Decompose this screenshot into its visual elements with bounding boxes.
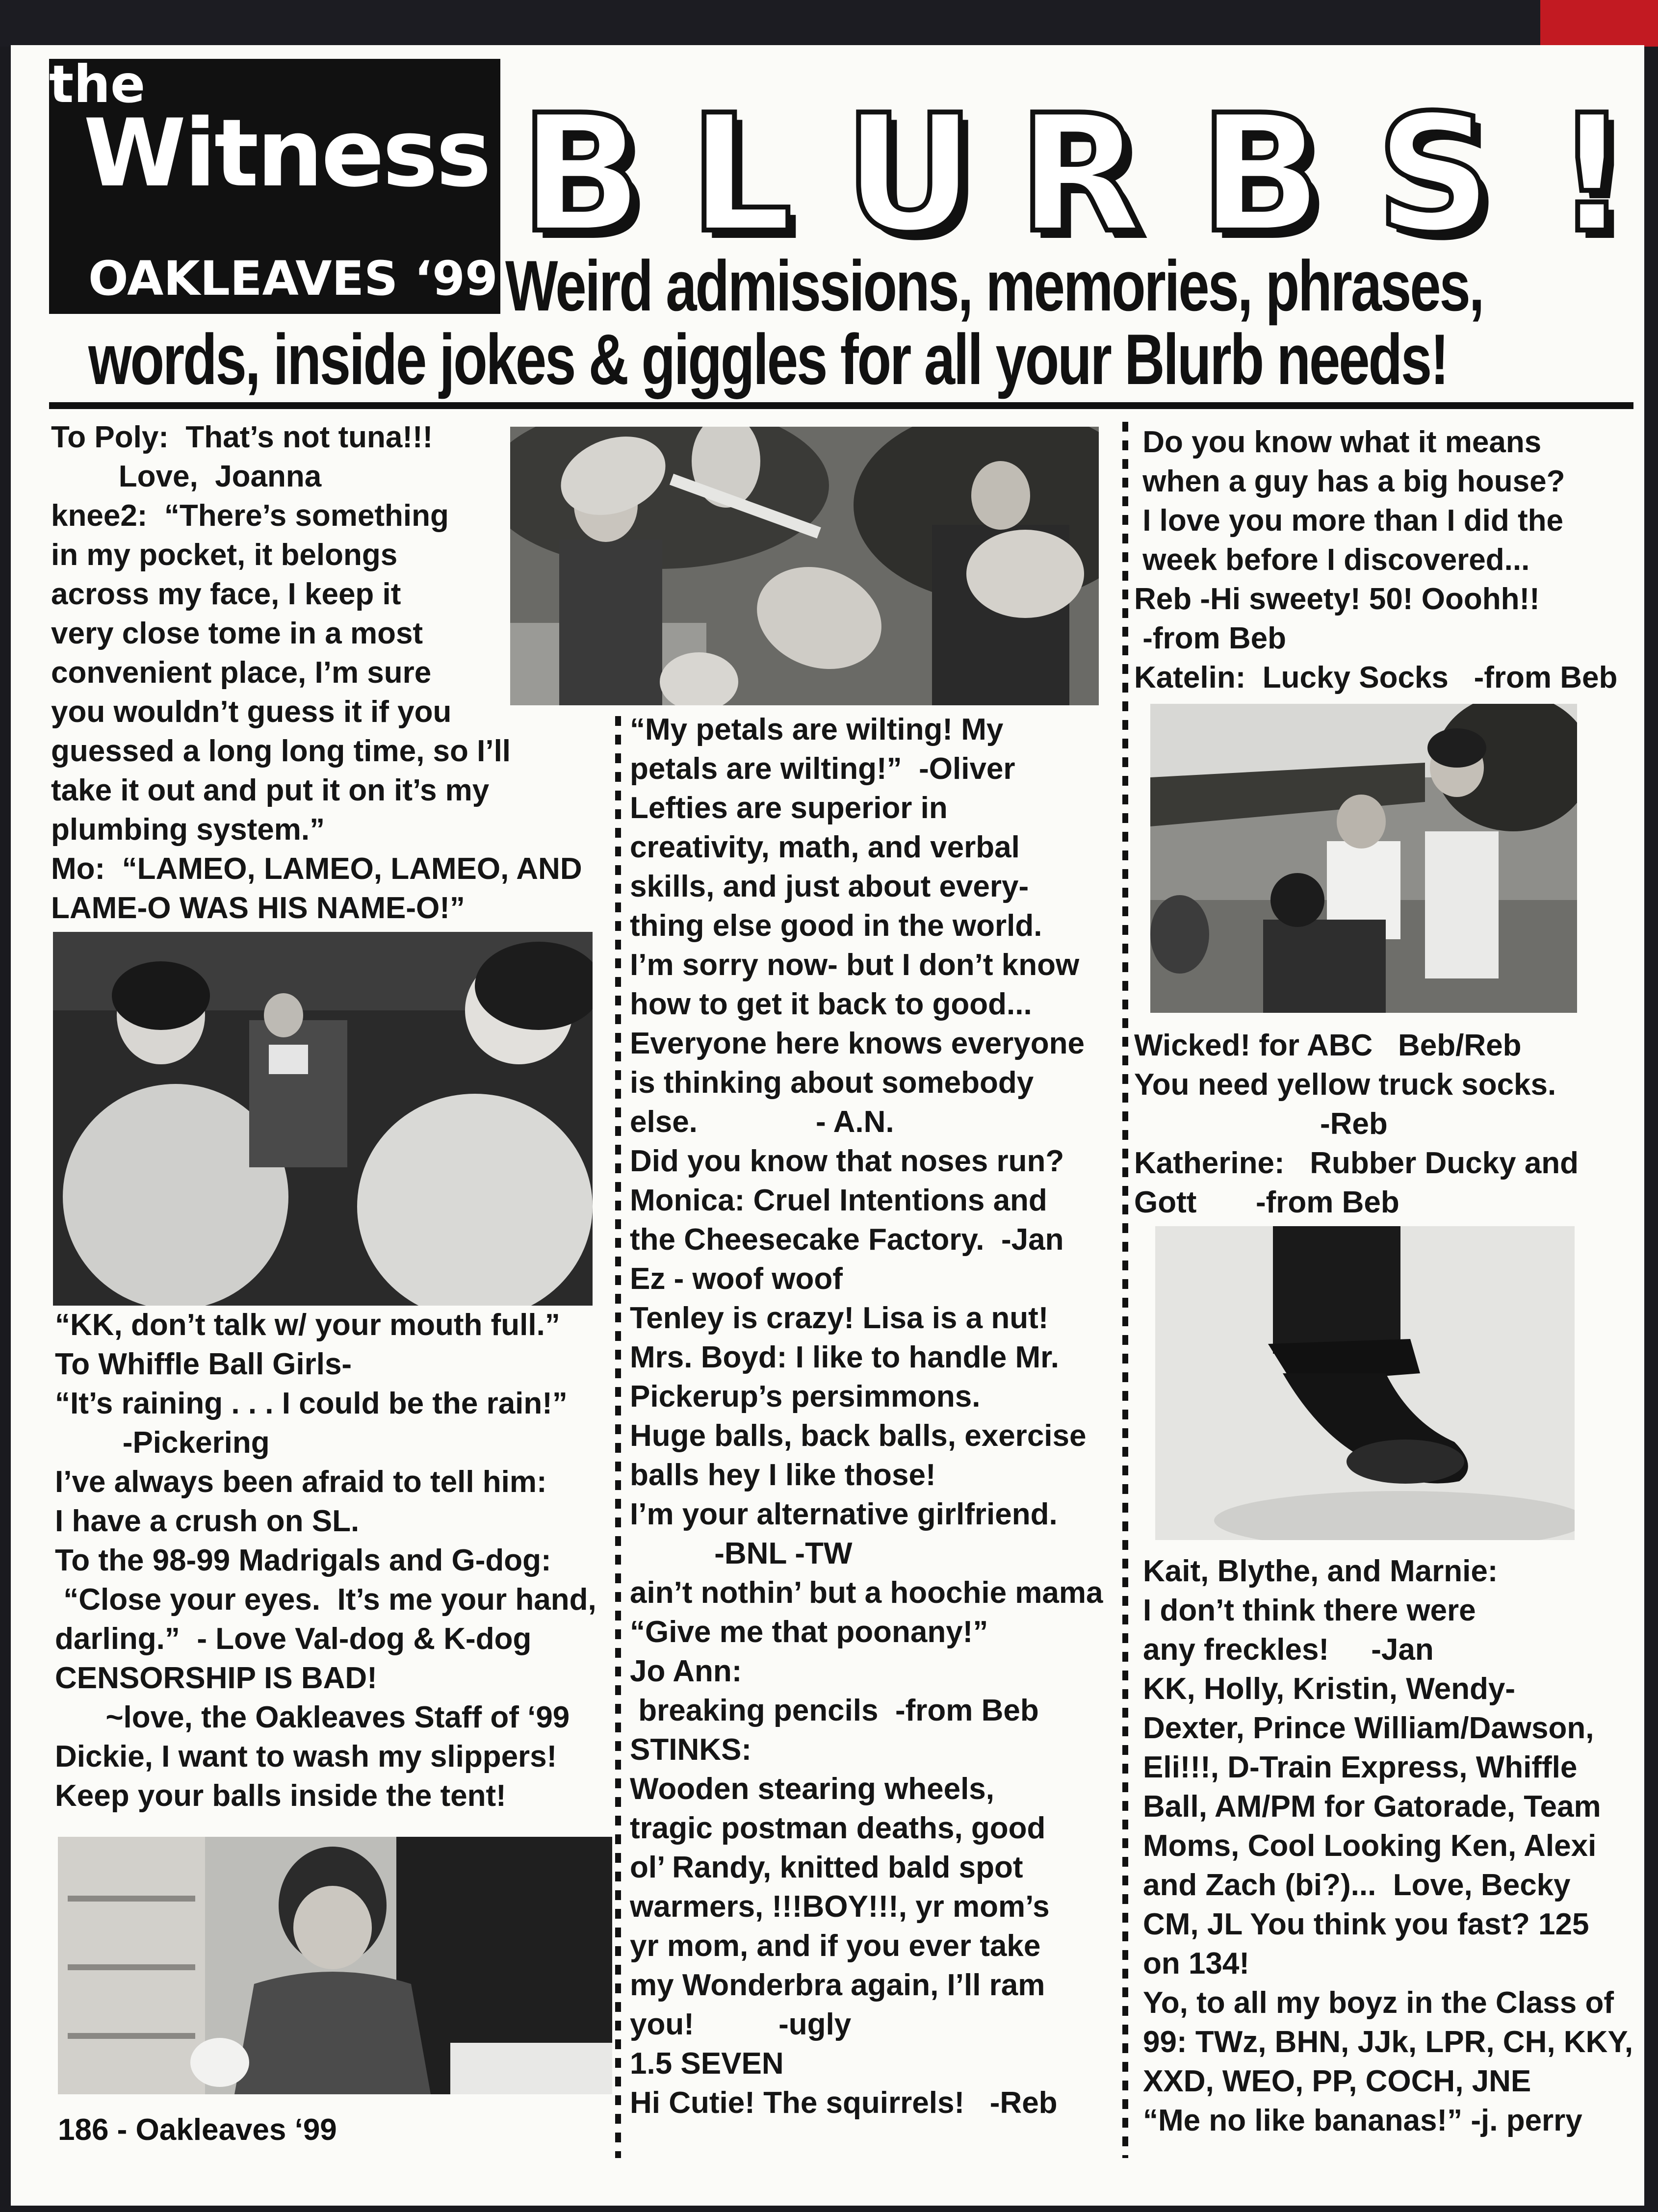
blurb-line: 99: TWz, BHN, JJk, LPR, CH, KKY, — [1143, 2025, 1633, 2059]
blurb-line: “My petals are wilting! My — [630, 713, 1004, 746]
blurb-line: Dickie, I want to wash my slippers! — [55, 1740, 557, 1774]
blurb-line: Wooden stearing wheels, — [630, 1772, 995, 1806]
blurb-line: across my face, I keep it — [51, 577, 401, 611]
column-divider-left — [615, 716, 621, 2158]
blurb-line: the Cheesecake Factory. -Jan — [630, 1223, 1064, 1257]
blurb-line: you! -ugly — [630, 2007, 852, 2041]
blurb-line: Katherine: Rubber Ducky and — [1134, 1146, 1579, 1180]
blurb-line: Hi Cutie! The squirrels! -Reb — [630, 2086, 1058, 2120]
blurb-line: Wicked! for ABC Beb/Reb — [1134, 1029, 1522, 1062]
title-letter: L — [689, 80, 793, 268]
blurb-line: else. - A.N. — [630, 1105, 894, 1139]
blurb-line: you wouldn’t guess it if you — [51, 695, 452, 729]
subtitle-line-2: words, inside jokes & giggles for all your Blurb needs! — [88, 319, 1448, 399]
column-1-bottom-text — [55, 1306, 604, 1816]
blurb-line: Monica: Cruel Intentions and — [630, 1183, 1047, 1217]
scan-edge-decoration — [1540, 0, 1658, 47]
page-number: 186 - Oakleaves ‘99 — [58, 2113, 337, 2147]
blurb-line: Did you know that noses run? — [630, 1144, 1064, 1178]
blurb-line: “It’s raining . . . I could be the rain!” — [55, 1387, 568, 1420]
blurb-line: creativity, math, and verbal — [630, 830, 1020, 864]
blurb-line: 1.5 SEVEN — [630, 2047, 784, 2081]
blurb-line: “Give me that poonany!” — [630, 1615, 988, 1649]
blurb-line: You need yellow truck socks. — [1134, 1068, 1556, 1102]
blurb-line: Kait, Blythe, and Marnie: — [1143, 1554, 1498, 1588]
masthead-oakleaves: OAKLEAVES ‘99 — [88, 251, 498, 306]
blurb-line: KK, Holly, Kristin, Wendy- — [1143, 1672, 1515, 1706]
blurb-line: Love, Joanna — [51, 460, 322, 493]
blurb-line: Mrs. Boyd: I like to handle Mr. — [630, 1340, 1060, 1374]
blurb-line: take it out and put it on it’s my — [51, 773, 490, 807]
blurb-line: Gott -from Beb — [1134, 1185, 1399, 1219]
photo-students-laughing — [1150, 704, 1577, 1013]
blurb-line: Pickerup’s persimmons. — [630, 1380, 981, 1414]
blurb-line: “Me no like bananas!” -j. perry — [1143, 2104, 1582, 2137]
title-letter: B — [520, 80, 644, 268]
blurb-line: I don’t think there were — [1143, 1594, 1476, 1627]
blurb-line: I’ve always been afraid to tell him: — [55, 1465, 547, 1499]
blurb-line: Reb -Hi sweety! 50! Ooohh!! — [1134, 582, 1540, 616]
photo-sumo-kids — [53, 932, 593, 1306]
photo-pugil-sticks — [510, 427, 1099, 705]
header-rule — [49, 402, 1633, 409]
blurb-line: I’m your alternative girlfriend. — [630, 1497, 1058, 1531]
blurb-line: yr mom, and if you ever take — [630, 1929, 1041, 1963]
blurb-line: To Whiffle Ball Girls- — [55, 1347, 352, 1381]
blurb-line: I love you more than I did the — [1134, 504, 1563, 538]
blurb-line: Huge balls, back balls, exercise — [630, 1419, 1087, 1453]
blurb-line: any freckles! -Jan — [1143, 1633, 1434, 1667]
blurb-line: my Wonderbra again, I’ll ram — [630, 1968, 1045, 2002]
blurb-line: knee2: “There’s something — [51, 499, 449, 533]
blurb-line: tragic postman deaths, good — [630, 1811, 1046, 1845]
blurb-line: Keep your balls inside the tent! — [55, 1779, 506, 1813]
blurb-line: breaking pencils -from Beb — [630, 1694, 1039, 1727]
blurb-line: Yo, to all my boyz in the Class of — [1143, 1986, 1614, 2020]
blurb-line: LAME-O WAS HIS NAME-O!” — [51, 891, 465, 925]
blurb-line: in my pocket, it belongs — [51, 538, 398, 572]
blurb-line: To Poly: That’s not tuna!!! — [51, 420, 433, 454]
blurb-line: Ez - woof woof — [630, 1262, 843, 1296]
blurb-line: Moms, Cool Looking Ken, Alexi — [1143, 1829, 1597, 1863]
blurb-line: very close tome in a most — [51, 617, 423, 650]
blurb-line: Mo: “LAMEO, LAMEO, LAMEO, AND — [51, 852, 582, 886]
blurb-line: Ball, AM/PM for Gatorade, Team — [1143, 1790, 1601, 1824]
blurb-line: and Zach (bi?)... Love, Becky — [1143, 1868, 1571, 1902]
title-letter: R — [1018, 80, 1143, 268]
blurb-line: Katelin: Lucky Socks -from Beb — [1134, 661, 1618, 694]
blurb-line: -Pickering — [55, 1426, 270, 1460]
title-letter: ! — [1555, 80, 1629, 268]
blurb-line: thing else good in the world. — [630, 909, 1042, 943]
photo-shoe — [1155, 1226, 1575, 1540]
blurb-line: I’m sorry now- but I don’t know — [630, 948, 1080, 982]
blurb-line: is thinking about somebody — [630, 1066, 1034, 1100]
title-letter: B — [1199, 80, 1323, 268]
blurb-line: “Close your eyes. It’s me your hand, — [55, 1583, 596, 1617]
blurb-line: CENSORSHIP IS BAD! — [55, 1661, 377, 1695]
column-3-middle-text — [1134, 1026, 1625, 1222]
blurb-line: XXD, WEO, PP, COCH, JNE — [1143, 2064, 1531, 2098]
scan-background — [0, 0, 1658, 47]
blurb-line: on 134! — [1143, 1947, 1250, 1981]
column-divider-right — [1122, 422, 1128, 2158]
blurb-line: Everyone here knows everyone — [630, 1027, 1085, 1060]
witness-masthead — [49, 54, 500, 314]
blurb-line: Lefties are superior in — [630, 791, 948, 825]
blurb-line: convenient place, I’m sure — [51, 656, 432, 690]
blurb-line: ain’t nothin’ but a hoochie mama — [630, 1576, 1103, 1610]
blurb-line: skills, and just about every- — [630, 870, 1029, 903]
blurb-line: Tenley is crazy! Lisa is a nut! — [630, 1301, 1049, 1335]
blurb-line: ~love, the Oakleaves Staff of ‘99 — [55, 1700, 570, 1734]
blurb-line: -BNL -TW — [630, 1537, 853, 1570]
blurb-line: petals are wilting!” -Oliver — [630, 752, 1015, 786]
blurb-line: how to get it back to good... — [630, 987, 1032, 1021]
blurb-line: -Reb — [1134, 1107, 1388, 1141]
blurb-line: I have a crush on SL. — [55, 1504, 360, 1538]
blurb-line: STINKS: — [630, 1733, 751, 1767]
blurb-line: darling.” - Love Val-dog & K-dog — [55, 1622, 532, 1656]
blurb-line: when a guy has a big house? — [1134, 464, 1565, 498]
column-2-text — [630, 710, 1120, 2123]
column-1-top-text — [51, 418, 582, 928]
blurbs-title — [520, 80, 1629, 268]
blurb-line: Dexter, Prince William/Dawson, — [1143, 1711, 1594, 1745]
blurb-line: plumbing system.” — [51, 813, 325, 847]
blurb-line: CM, JL You think you fast? 125 — [1143, 1907, 1589, 1941]
title-letter: U — [844, 80, 975, 268]
column-3-bottom-text — [1143, 1552, 1633, 2140]
blurb-line: -from Beb — [1134, 621, 1286, 655]
blurb-line: Jo Ann: — [630, 1654, 742, 1688]
title-letter: S — [1376, 80, 1493, 268]
blurb-line: week before I discovered... — [1134, 543, 1530, 577]
blurb-line: warmers, !!!BOY!!!, yr mom’s — [630, 1890, 1050, 1924]
blurb-line: guessed a long long time, so I’ll — [51, 734, 511, 768]
masthead-the: the — [49, 54, 146, 114]
blurb-line: ol’ Randy, knitted bald spot — [630, 1851, 1023, 1884]
blurb-line: “KK, don’t talk w/ your mouth full.” — [55, 1308, 560, 1342]
blurb-line: Do you know what it means — [1134, 425, 1542, 459]
column-3-top-text — [1134, 423, 1625, 697]
photo-teacher — [58, 1837, 612, 2094]
blurb-line: To the 98-99 Madrigals and G-dog: — [55, 1543, 551, 1577]
blurb-line: balls hey I like those! — [630, 1458, 936, 1492]
subtitle-line-1: Weird admissions, memories, phrases, — [505, 246, 1483, 326]
masthead-witness: Witness — [83, 99, 490, 207]
blurb-line: Eli!!!, D-Train Express, Whiffle — [1143, 1750, 1578, 1784]
